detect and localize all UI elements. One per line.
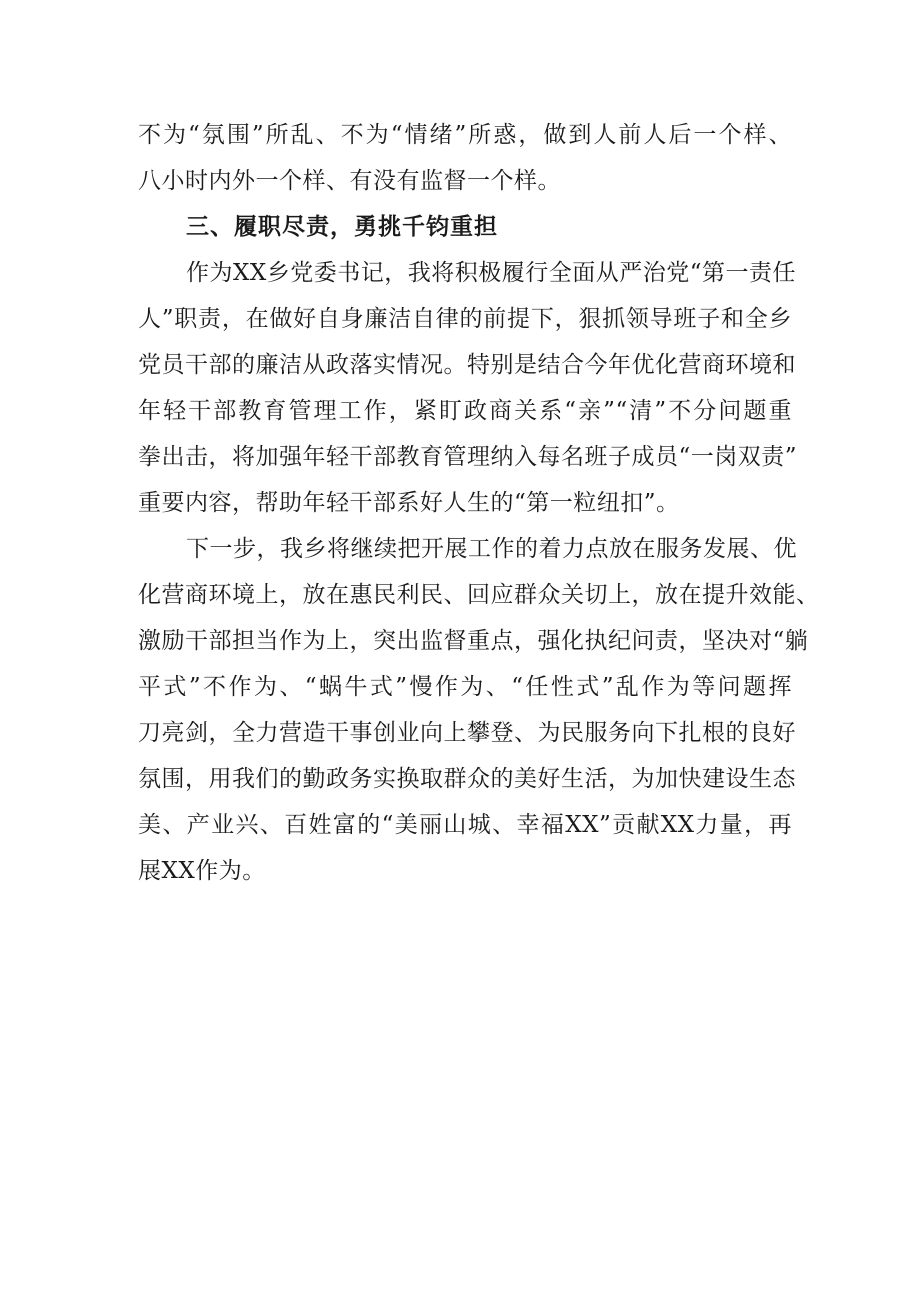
- paragraph-line: 人”职责，在做好自身廉洁自律的前提下，狠抓领导班子和全乡: [138, 306, 792, 332]
- paragraph-line: 平式”不作为、“蜗牛式”慢作为、“任性式”乱作为等问题挥: [138, 674, 792, 700]
- paragraph-line: 党员干部的廉洁从政落实情况。特别是结合今年优化营商环境和: [138, 352, 796, 378]
- paragraph-line: 下一步，我乡将继续把开展工作的着力点放在服务发展、优: [186, 536, 797, 562]
- paragraph-line: 美、产业兴、百姓富的“美丽山城、幸福XX”贡献XX力量，再: [138, 812, 792, 838]
- paragraph-2: [138, 250, 798, 526]
- paragraph-line: 八小时内外一个样、有没有监督一个样。: [138, 168, 561, 194]
- paragraph-line: 氛围，用我们的勤政务实换取群众的美好生活，为加快建设生态: [138, 766, 796, 792]
- paragraph-line: 重要内容，帮助年轻干部系好人生的“第一粒纽扣”。: [138, 490, 680, 516]
- paragraph-line: 不为“氛围”所乱、不为“情绪”所惑，做到人前人后一个样、: [138, 122, 792, 148]
- paragraph-line: 作为XX乡党委书记，我将积极履行全面从严治党“第一责任: [186, 260, 797, 286]
- document-body: [138, 112, 820, 894]
- paragraph-line: 年轻干部教育管理工作，紧盯政商关系“亲”“清”不分问题重: [138, 398, 792, 424]
- paragraph-line: 刀亮剑，全力营造干事创业向上攀登、为民服务向下扎根的良好: [138, 720, 796, 746]
- paragraph-3: [138, 526, 820, 894]
- paragraph-1: [138, 112, 792, 204]
- paragraph-line: 展XX作为。: [138, 858, 266, 884]
- paragraph-line: 化营商环境上，放在惠民利民、回应群众关切上，放在提升效能、: [138, 582, 820, 608]
- paragraph-line: 激励干部担当作为上，突出监督重点，强化执纪问责，坚决对“躺: [138, 628, 809, 654]
- paragraph-line: 拳出击，将加强年轻干部教育管理纳入每名班子成员“一岗双责”: [138, 444, 798, 470]
- section-heading: 三、履职尽责，勇挑千钧重担: [186, 214, 498, 240]
